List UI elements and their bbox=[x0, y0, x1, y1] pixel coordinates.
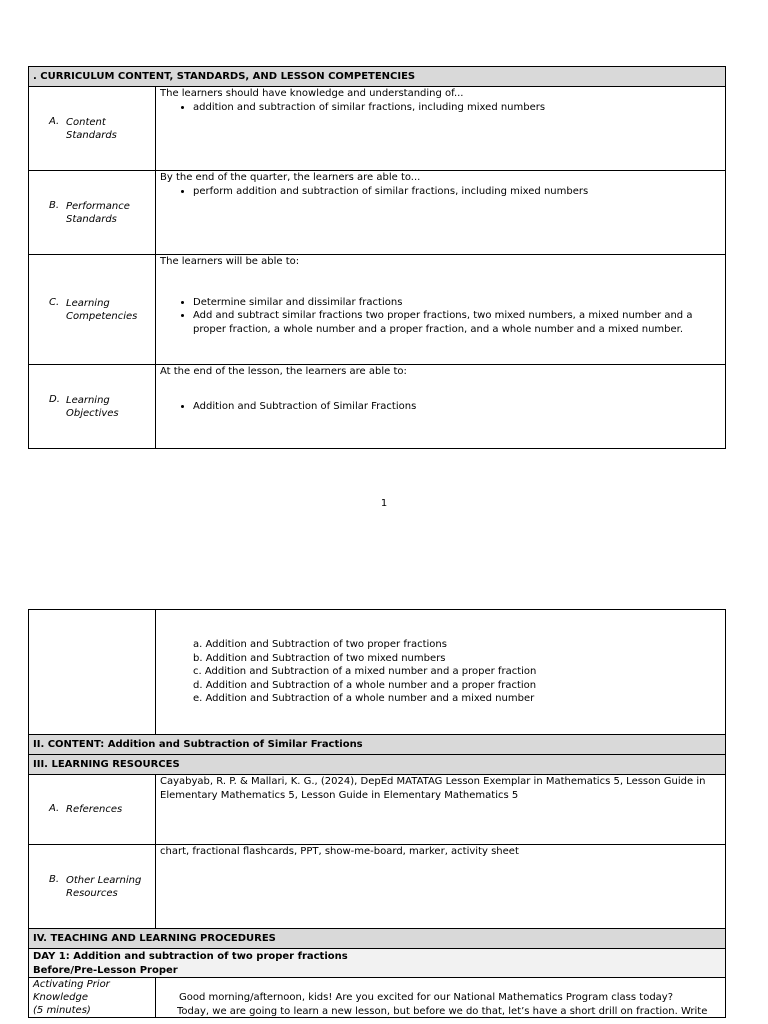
row-letter: D. bbox=[49, 393, 60, 405]
objective-item: d. Addition and Subtraction of a whole number and a proper fraction bbox=[193, 679, 537, 691]
row-label-text: Learning Competencies bbox=[66, 297, 138, 322]
label-line: Activating Prior bbox=[33, 979, 110, 990]
row-intro: The learners will be able to: bbox=[160, 256, 300, 267]
section-header: . CURRICULUM CONTENT, STANDARDS, AND LESSON COMPETENCIES bbox=[29, 67, 725, 87]
row-label bbox=[29, 255, 156, 364]
references-row bbox=[29, 775, 725, 845]
resources-header: III. LEARNING RESOURCES bbox=[29, 755, 725, 775]
row-content bbox=[156, 87, 725, 170]
objective-item: a. Addition and Subtraction of two proper fractions bbox=[193, 639, 447, 650]
bullet-item: • Add and subtract similar fractions two proper fractions, two mixed numbers, a mixed number and a proper fraction, a whole number and a proper fraction, and a whole number and a mixed number. bbox=[193, 309, 721, 336]
row-content bbox=[156, 255, 725, 364]
objectives-list bbox=[156, 610, 725, 734]
row-label-text: Other Learning Resources bbox=[66, 874, 142, 899]
row-intro: By the end of the quarter, the learners are able to... bbox=[160, 172, 421, 183]
references-text: Cayabyab, R. P. & Mallari, K. G., (2024), DepEd MATATAG Lesson Exemplar in Mathematics 5, Lesson Guide in Elementary Mathematics 5, Lesson Guide in Elementary Mathematics 5 bbox=[160, 776, 706, 801]
objective-item: b. Addition and Subtraction of two mixed numbers bbox=[193, 652, 446, 664]
objective-item: e. Addition and Subtraction of a whole number and a mixed number bbox=[193, 693, 535, 704]
content-header: II. CONTENT: Addition and Subtraction of Similar Fractions bbox=[29, 735, 725, 755]
row-label bbox=[29, 775, 156, 844]
bullet-item: • perform addition and subtraction of similar fractions, including mixed numbers bbox=[193, 185, 721, 199]
activating-label bbox=[29, 978, 156, 1017]
row-content bbox=[156, 171, 725, 254]
learning-competencies-row bbox=[29, 255, 725, 365]
activating-text: Today, we are going to learn a new lesson, but before we do that, let’s have a short drill on fraction. Write bbox=[177, 1005, 708, 1017]
day1-block bbox=[29, 949, 725, 978]
day1-title: DAY 1: Addition and subtraction of two proper fractions bbox=[33, 951, 348, 962]
activating-content bbox=[156, 978, 725, 1017]
other-resources-row bbox=[29, 845, 725, 929]
objectives-continued-row bbox=[29, 610, 725, 735]
row-letter: A. bbox=[49, 115, 60, 127]
row-label-text: Learning Objectives bbox=[66, 394, 119, 419]
day1-subtitle: Before/Pre-Lesson Proper bbox=[33, 965, 178, 976]
label-line: (5 minutes) bbox=[33, 1005, 91, 1016]
row-intro: At the end of the lesson, the learners are able to: bbox=[160, 366, 407, 377]
bullet-item: • Determine similar and dissimilar fractions bbox=[193, 296, 721, 310]
row-label bbox=[29, 87, 156, 170]
row-letter: B. bbox=[49, 199, 60, 211]
performance-standards-row bbox=[29, 171, 725, 255]
activating-prior-knowledge-row bbox=[29, 978, 725, 1018]
content-standards-row bbox=[29, 87, 725, 171]
label-line: Knowledge bbox=[33, 992, 88, 1003]
row-label bbox=[29, 171, 156, 254]
row-intro: The learners should have knowledge and understanding of... bbox=[160, 88, 464, 99]
row-content bbox=[156, 365, 725, 448]
page-number: 1 bbox=[380, 498, 388, 509]
other-resources-text: chart, fractional flashcards, PPT, show-me-board, marker, activity sheet bbox=[160, 846, 519, 857]
learning-objectives-row bbox=[29, 365, 725, 448]
objective-item: c. Addition and Subtraction of a mixed number and a proper fraction bbox=[193, 666, 537, 677]
row-label-text: References bbox=[66, 804, 123, 815]
curriculum-table bbox=[28, 66, 726, 449]
row-letter: A. bbox=[49, 803, 60, 814]
bullet-item: • Addition and Subtraction of Similar Fractions bbox=[193, 400, 721, 414]
lesson-table-continued bbox=[28, 609, 726, 1018]
row-label-empty bbox=[29, 610, 156, 734]
row-label bbox=[29, 365, 156, 448]
bullet-item: • addition and subtraction of similar fractions, including mixed numbers bbox=[193, 101, 721, 115]
activating-text: Good morning/afternoon, kids! Are you excited for our National Mathematics Program class today? bbox=[179, 992, 674, 1003]
row-letter: C. bbox=[49, 296, 60, 308]
row-label-text: Content Standards bbox=[66, 116, 117, 141]
row-label bbox=[29, 845, 156, 928]
procedures-header: IV. TEACHING AND LEARNING PROCEDURES bbox=[29, 929, 725, 949]
row-label-text: Performance Standards bbox=[66, 200, 130, 225]
row-letter: B. bbox=[49, 873, 60, 885]
